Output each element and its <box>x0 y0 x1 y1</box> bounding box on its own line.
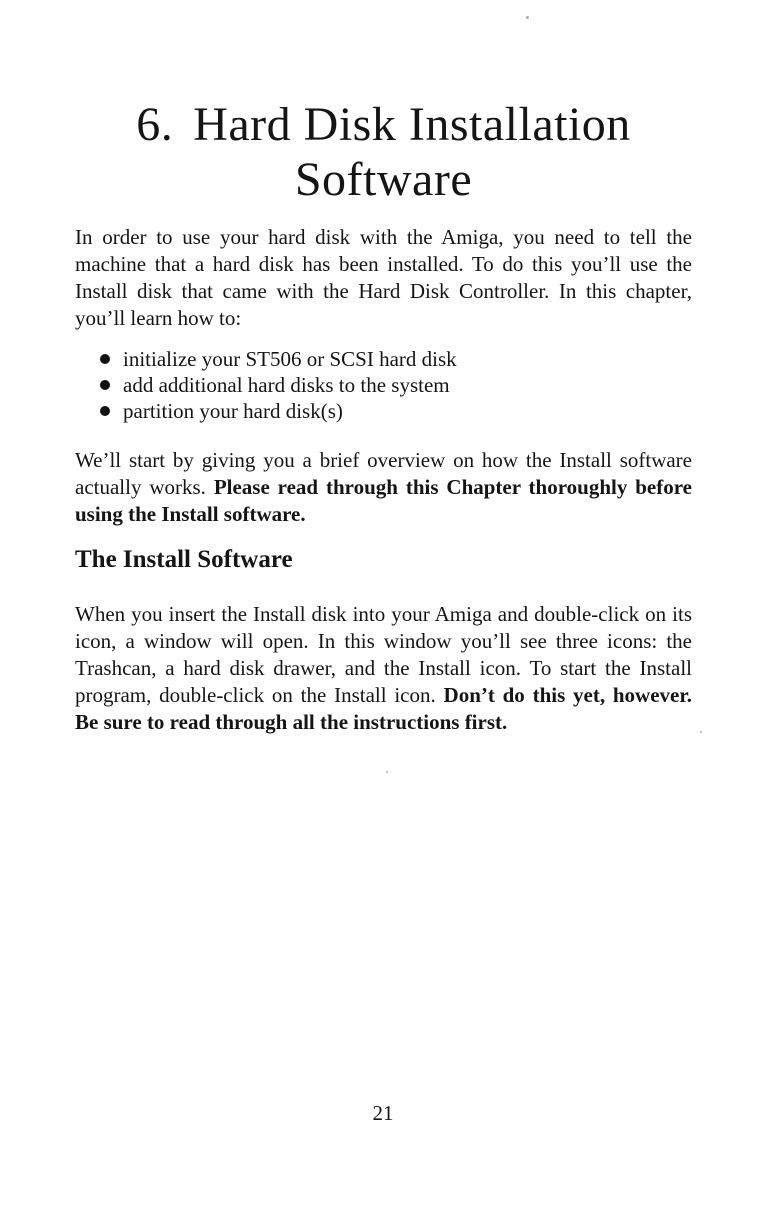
overview-paragraph <box>75 447 692 528</box>
section-heading: The Install Software <box>75 546 293 573</box>
bullet-icon <box>100 406 110 416</box>
overview-bold-text: Please read through this Chapter thoroughly before using the Install software. <box>75 475 692 526</box>
chapter-title <box>75 97 692 207</box>
install-normal-text: When you insert the Install disk into your Amiga and double-click on its icon, a window will open. In this window you’ll see three icons: the Trashcan, a hard disk drawer, and the Install icon. To start the Install program, double-click on the Install icon. <box>75 602 692 707</box>
chapter-title-text: Hard Disk Installation <box>193 98 631 151</box>
scan-speck <box>526 16 529 19</box>
scan-speck <box>386 771 388 773</box>
install-software-paragraph <box>75 601 692 736</box>
intro-paragraph: In order to use your hard disk with the Amiga, you need to tell the machine that a hard disk has been installed. To do this you’ll use the Install disk that came with the Hard Disk Controller. In this chapter, you’ll learn how to: <box>75 225 692 330</box>
list-item-text: add additional hard disks to the system <box>123 373 450 397</box>
list-item <box>100 398 692 424</box>
scan-speck <box>700 731 702 733</box>
bullet-icon <box>100 354 110 364</box>
install-bold-text: Don’t do this yet, however. Be sure to read through all the instructions first. <box>75 683 692 734</box>
chapter-title-line2: Software <box>294 153 473 206</box>
list-item-text: initialize your ST506 or SCSI hard disk <box>123 347 457 371</box>
chapter-number: 6. <box>136 98 174 151</box>
overview-normal-text: We’ll start by giving you a brief overview on how the Install software actually works. <box>75 448 692 499</box>
page-number: 21 <box>372 1101 394 1125</box>
learn-how-to-list <box>75 346 692 424</box>
list-item-text: partition your hard disk(s) <box>123 399 343 423</box>
list-item <box>100 346 692 372</box>
list-item <box>100 372 692 398</box>
chapter-title-line1 <box>75 97 692 152</box>
bullet-icon <box>100 380 110 390</box>
